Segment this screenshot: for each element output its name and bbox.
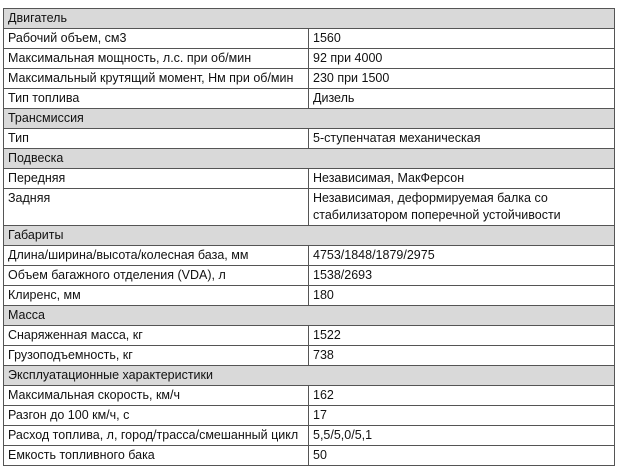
spec-value: 5,5/5,0/5,1 (309, 426, 615, 446)
section-header-suspension (4, 149, 615, 169)
section-header-transmission (4, 109, 615, 129)
spec-label: Расход топлива, л, город/трасса/смешанный цикл (4, 426, 309, 446)
section-title: Двигатель (4, 9, 615, 29)
table-row (4, 246, 615, 266)
section-title: Эксплуатационные характеристики (4, 366, 615, 386)
table-row (4, 386, 615, 406)
table-row (4, 266, 615, 286)
section-header-dimensions (4, 226, 615, 246)
spec-label: Максимальный крутящий момент, Нм при об/мин (4, 69, 309, 89)
spec-label: Максимальная мощность, л.с. при об/мин (4, 49, 309, 69)
spec-value: 180 (309, 286, 615, 306)
spec-label: Разгон до 100 км/ч, с (4, 406, 309, 426)
spec-label: Грузоподъемность, кг (4, 346, 309, 366)
spec-label: Тип (4, 129, 309, 149)
spec-value: 92 при 4000 (309, 49, 615, 69)
section-header-performance (4, 366, 615, 386)
table-row (4, 446, 615, 466)
spec-label: Емкость топливного бака (4, 446, 309, 466)
spec-label: Тип топлива (4, 89, 309, 109)
section-title: Трансмиссия (4, 109, 615, 129)
table-row (4, 89, 615, 109)
spec-value: 162 (309, 386, 615, 406)
table-row (4, 189, 615, 226)
spec-value: Независимая, МакФерсон (309, 169, 615, 189)
spec-value: 1538/2693 (309, 266, 615, 286)
spec-label: Рабочий объем, см3 (4, 29, 309, 49)
section-title: Подвеска (4, 149, 615, 169)
table-row (4, 286, 615, 306)
section-header-mass (4, 306, 615, 326)
spec-value: Независимая, деформируемая балка со стабилизатором поперечной устойчивости (309, 189, 615, 226)
table-row (4, 346, 615, 366)
spec-label: Задняя (4, 189, 309, 226)
spec-label: Передняя (4, 169, 309, 189)
section-title: Габариты (4, 226, 615, 246)
spec-value: 738 (309, 346, 615, 366)
table-row (4, 29, 615, 49)
table-row (4, 49, 615, 69)
spec-value: 50 (309, 446, 615, 466)
spec-value: Дизель (309, 89, 615, 109)
table-row (4, 326, 615, 346)
spec-label: Максимальная скорость, км/ч (4, 386, 309, 406)
spec-label: Длина/ширина/высота/колесная база, мм (4, 246, 309, 266)
table-row (4, 129, 615, 149)
spec-value: 230 при 1500 (309, 69, 615, 89)
specifications-body (4, 9, 615, 466)
spec-value: 4753/1848/1879/2975 (309, 246, 615, 266)
spec-label: Объем багажного отделения (VDA), л (4, 266, 309, 286)
table-row (4, 406, 615, 426)
spec-label: Снаряженная масса, кг (4, 326, 309, 346)
spec-value: 17 (309, 406, 615, 426)
section-title: Масса (4, 306, 615, 326)
spec-value: 1560 (309, 29, 615, 49)
spec-value: 5-ступенчатая механическая (309, 129, 615, 149)
table-row (4, 69, 615, 89)
spec-value: 1522 (309, 326, 615, 346)
spec-label: Клиренс, мм (4, 286, 309, 306)
section-header-engine (4, 9, 615, 29)
table-row (4, 426, 615, 446)
specifications-table (3, 8, 615, 466)
table-row (4, 169, 615, 189)
